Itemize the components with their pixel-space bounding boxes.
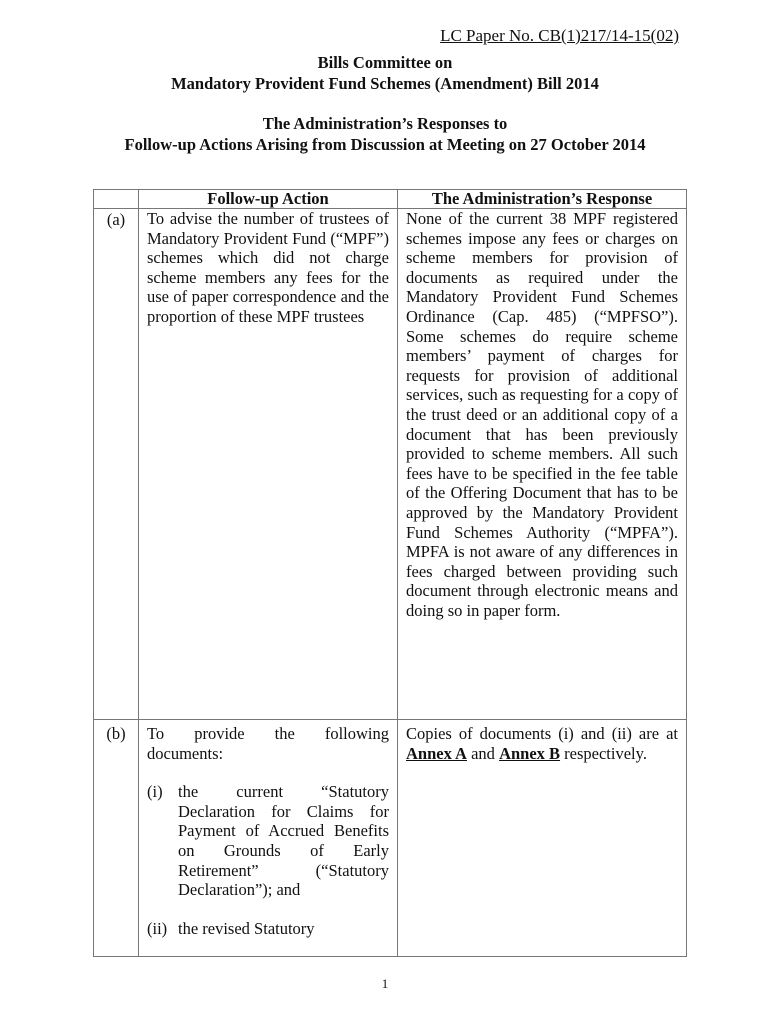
response-text: None of the current 38 MPF registered schemes impose any fees or charges on scheme members for provision of documents as required under the Mandatory Provident Fund Schemes Ordinance (Cap. 485) (“MPFSO”). Some schemes do require scheme members’ payment of charges for requests for provision of additional services, such as requesting for a copy of the trust deed or an additional copy of a document that has been previously provided to scheme members. All such fees have to be specified in the fee table of the Offering Document that has to be approved by the Mandatory Provident Fund Schemes Authority (“MPFA”). MPFA is not aware of any differences in fees charged between providing such document through electronic means and doing so in paper form.	[406, 209, 678, 620]
list-item-number: (ii)	[147, 918, 168, 938]
document-title	[0, 52, 770, 155]
follow-up-action-text	[139, 720, 397, 938]
page-number: 1	[381, 976, 389, 991]
list-item-number: (i)	[147, 782, 163, 802]
list-item-text: the revised Statutory	[178, 918, 315, 938]
list-item	[147, 782, 389, 900]
title-line: Follow-up Actions Arising from Discussion at Meeting on 27 October 2014	[124, 135, 646, 154]
responses-table	[93, 189, 687, 957]
response-suffix: respectively.	[564, 743, 647, 763]
list-item	[147, 919, 389, 939]
title-line: Mandatory Provident Fund Schemes (Amendment) Bill 2014	[171, 74, 599, 93]
title-line: Bills Committee on	[317, 53, 453, 72]
table-header-row	[94, 190, 687, 209]
row-label: (a)	[106, 210, 126, 229]
action-intro: To provide the following documents:	[147, 724, 389, 763]
response-conjunction: and	[471, 743, 495, 763]
response-prefix: Copies of documents (i) and (ii) are at	[406, 724, 678, 743]
header-label-cell	[94, 190, 139, 209]
paper-reference-number: LC Paper No. CB(1)217/14-15(02)	[440, 26, 679, 45]
response-text	[398, 720, 686, 763]
annex-a-reference: Annex A	[406, 743, 467, 763]
follow-up-action-text: To advise the number of trustees of Mandatory Provident Fund (“MPF”) schemes which did not charge scheme members any fees for the use of paper correspondence and the proportion of these MPF trustees	[147, 209, 389, 326]
header-administration-response: The Administration’s Response	[398, 190, 687, 209]
list-item-text: the current “Statutory Declaration for Claims for Payment of Accrued Benefits on Grounds of Early Retirement” (“Statutory Declaration”); and	[178, 782, 389, 900]
table-row	[94, 720, 687, 957]
title-line: The Administration’s Responses to	[262, 114, 508, 133]
header-follow-up-action: Follow-up Action	[139, 190, 398, 209]
annex-b-reference: Annex B	[499, 743, 561, 763]
row-label: (b)	[106, 724, 126, 743]
table-row	[94, 209, 687, 720]
